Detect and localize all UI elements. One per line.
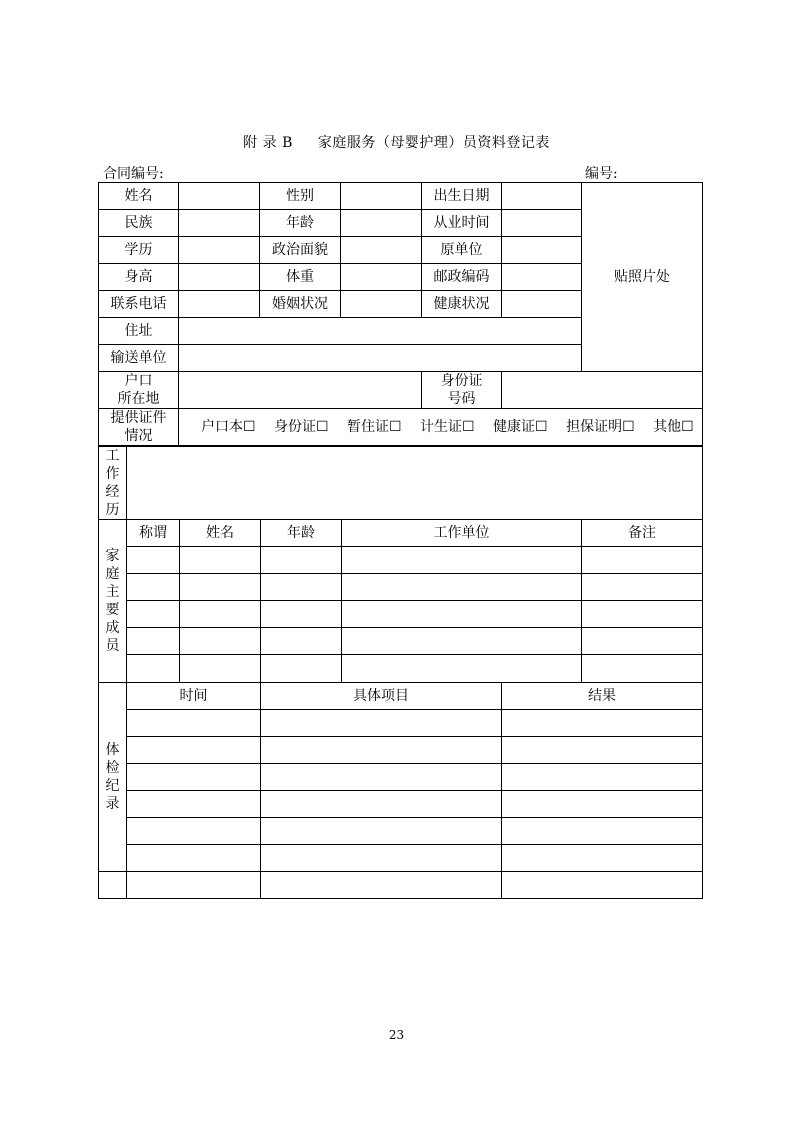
medical-result-cell[interactable]	[502, 872, 703, 899]
political-field[interactable]	[341, 237, 422, 264]
medical-item-cell[interactable]	[261, 737, 502, 764]
postcode-field[interactable]	[502, 264, 582, 291]
medical-time-header: 时间	[127, 683, 261, 710]
phone-label: 联系电话	[99, 291, 179, 318]
family-note-cell[interactable]	[582, 628, 703, 655]
medical-item-header: 具体项目	[261, 683, 502, 710]
family-employer-cell[interactable]	[342, 547, 582, 574]
form-name: 家庭服务（母婴护理）员资料登记表	[317, 135, 550, 151]
address-label: 住址	[99, 318, 179, 345]
family-note-header: 备注	[582, 520, 703, 547]
page-number: 23	[388, 1028, 405, 1042]
sending-unit-label: 输送单位	[99, 345, 179, 372]
form-title	[0, 132, 793, 152]
family-side-char: 要	[105, 602, 120, 618]
id-number-label	[422, 372, 502, 409]
family-note-cell[interactable]	[582, 655, 703, 683]
health-label: 健康状况	[422, 291, 502, 318]
medical-item-cell[interactable]	[261, 710, 502, 737]
family-age-header: 年龄	[261, 520, 342, 547]
marital-field[interactable]	[341, 291, 422, 318]
education-label: 学历	[99, 237, 179, 264]
family-name-header: 姓名	[180, 520, 261, 547]
work-history-table	[98, 446, 703, 520]
family-name-cell[interactable]	[180, 601, 261, 628]
medical-result-cell[interactable]	[502, 710, 703, 737]
table-row	[99, 845, 703, 872]
table-row	[99, 710, 703, 737]
family-age-cell[interactable]	[261, 628, 342, 655]
medical-side-char: 检	[105, 760, 120, 776]
medical-time-cell[interactable]	[127, 872, 261, 899]
sending-unit-field[interactable]	[179, 345, 582, 372]
family-relation-cell[interactable]	[127, 655, 180, 683]
name-field[interactable]	[179, 183, 260, 210]
medical-time-cell[interactable]	[127, 791, 261, 818]
family-name-cell[interactable]	[180, 628, 261, 655]
doc-id-checkbox[interactable]: 身份证☐	[274, 419, 329, 435]
doc-guarantee-checkbox[interactable]: 担保证明☐	[566, 419, 635, 435]
medical-result-cell[interactable]	[502, 818, 703, 845]
medical-item-cell[interactable]	[261, 818, 502, 845]
medical-side-char: 体	[105, 742, 120, 758]
family-side-char: 员	[105, 638, 120, 654]
name-label: 姓名	[99, 183, 179, 210]
table-row	[99, 628, 703, 655]
family-side-label	[99, 520, 127, 683]
basic-info-table	[98, 182, 703, 446]
weight-label: 体重	[260, 264, 341, 291]
hukou-label-line2: 所在地	[117, 391, 160, 407]
doc-family-planning-checkbox[interactable]: 计生证☐	[420, 419, 475, 435]
table-row	[99, 547, 703, 574]
work-history-field[interactable]	[127, 447, 703, 520]
serial-number-label: 编号:	[585, 166, 618, 182]
medical-side-char: 录	[105, 796, 120, 812]
work-since-label: 从业时间	[422, 210, 502, 237]
family-note-cell[interactable]	[582, 574, 703, 601]
address-field[interactable]	[179, 318, 582, 345]
ethnicity-label: 民族	[99, 210, 179, 237]
photo-area[interactable]: 贴照片处	[582, 183, 703, 372]
table-row	[99, 872, 703, 899]
family-employer-cell[interactable]	[342, 655, 582, 683]
birth-date-field[interactable]	[502, 183, 582, 210]
table-row	[99, 818, 703, 845]
table-row	[99, 655, 703, 683]
work-history-char: 作	[105, 466, 120, 482]
table-row	[99, 737, 703, 764]
weight-field[interactable]	[341, 264, 422, 291]
medical-item-cell[interactable]	[261, 791, 502, 818]
family-name-cell[interactable]	[180, 655, 261, 683]
medical-result-cell[interactable]	[502, 845, 703, 872]
gender-label: 性别	[260, 183, 341, 210]
medical-time-cell[interactable]	[127, 818, 261, 845]
family-age-cell[interactable]	[261, 601, 342, 628]
orig-unit-label: 原单位	[422, 237, 502, 264]
family-employer-cell[interactable]	[342, 628, 582, 655]
medical-side-label	[99, 683, 127, 872]
age-label: 年龄	[260, 210, 341, 237]
ethnicity-field[interactable]	[179, 210, 260, 237]
medical-time-cell[interactable]	[127, 764, 261, 791]
family-note-cell[interactable]	[582, 601, 703, 628]
doc-health-checkbox[interactable]: 健康证☐	[493, 419, 548, 435]
work-history-label	[99, 447, 127, 520]
table-row	[99, 791, 703, 818]
appendix-label: 附 录 B	[243, 135, 293, 151]
hukou-field[interactable]	[179, 372, 422, 409]
id-number-field[interactable]	[502, 372, 703, 409]
table-row	[99, 601, 703, 628]
medical-time-cell[interactable]	[127, 710, 261, 737]
phone-field[interactable]	[179, 291, 260, 318]
family-relation-cell[interactable]	[127, 574, 180, 601]
family-age-cell[interactable]	[261, 655, 342, 683]
docs-label-line1: 提供证件	[110, 410, 167, 426]
family-side-char: 成	[105, 620, 120, 636]
work-history-char: 历	[105, 502, 120, 518]
medical-item-cell[interactable]	[261, 845, 502, 872]
doc-other-checkbox[interactable]: 其他☐	[653, 419, 694, 435]
medical-item-cell[interactable]	[261, 872, 502, 899]
education-field[interactable]	[179, 237, 260, 264]
family-members-table	[98, 519, 703, 683]
medical-result-cell[interactable]	[502, 764, 703, 791]
medical-time-cell[interactable]	[127, 845, 261, 872]
medical-records-table	[98, 682, 703, 899]
docs-label-line2: 情况	[124, 428, 153, 444]
age-field[interactable]	[341, 210, 422, 237]
table-row	[99, 764, 703, 791]
work-history-char: 经	[105, 484, 120, 500]
medical-result-cell[interactable]	[502, 737, 703, 764]
postcode-label: 邮政编码	[422, 264, 502, 291]
work-since-field[interactable]	[502, 210, 582, 237]
medical-time-cell[interactable]	[127, 737, 261, 764]
family-side-char: 家	[105, 548, 120, 564]
family-note-cell[interactable]	[582, 547, 703, 574]
medical-result-header: 结果	[502, 683, 703, 710]
family-employer-header: 工作单位	[342, 520, 582, 547]
work-history-char: 工	[105, 448, 120, 464]
marital-label: 婚姻状况	[260, 291, 341, 318]
family-relation-cell[interactable]	[127, 601, 180, 628]
id-number-label-line1: 身份证	[440, 373, 483, 389]
family-side-char: 主	[105, 584, 120, 600]
height-field[interactable]	[179, 264, 260, 291]
family-employer-cell[interactable]	[342, 601, 582, 628]
contract-number-label: 合同编号:	[103, 166, 164, 182]
family-relation-header: 称谓	[127, 520, 180, 547]
medical-item-cell[interactable]	[261, 764, 502, 791]
family-relation-cell[interactable]	[127, 547, 180, 574]
docs-checklist	[179, 409, 703, 446]
medical-extra-side-cell[interactable]	[99, 872, 127, 899]
family-employer-cell[interactable]	[342, 574, 582, 601]
family-name-cell[interactable]	[180, 547, 261, 574]
id-number-label-line2: 号码	[447, 391, 476, 407]
medical-result-cell[interactable]	[502, 791, 703, 818]
table-row	[99, 574, 703, 601]
family-relation-cell[interactable]	[127, 628, 180, 655]
medical-side-char: 纪	[105, 778, 120, 794]
docs-label	[99, 409, 179, 446]
hukou-label-line1: 户口	[124, 373, 153, 389]
family-side-char: 庭	[105, 566, 120, 582]
hukou-label	[99, 372, 179, 409]
family-age-cell[interactable]	[261, 547, 342, 574]
family-name-cell[interactable]	[180, 574, 261, 601]
doc-hukou-checkbox[interactable]: 户口本☐	[201, 419, 256, 435]
health-field[interactable]	[502, 291, 582, 318]
gender-field[interactable]	[341, 183, 422, 210]
political-label: 政治面貌	[260, 237, 341, 264]
height-label: 身高	[99, 264, 179, 291]
family-age-cell[interactable]	[261, 574, 342, 601]
doc-temp-residence-checkbox[interactable]: 暂住证☐	[347, 419, 402, 435]
birth-date-label: 出生日期	[422, 183, 502, 210]
orig-unit-field[interactable]	[502, 237, 582, 264]
